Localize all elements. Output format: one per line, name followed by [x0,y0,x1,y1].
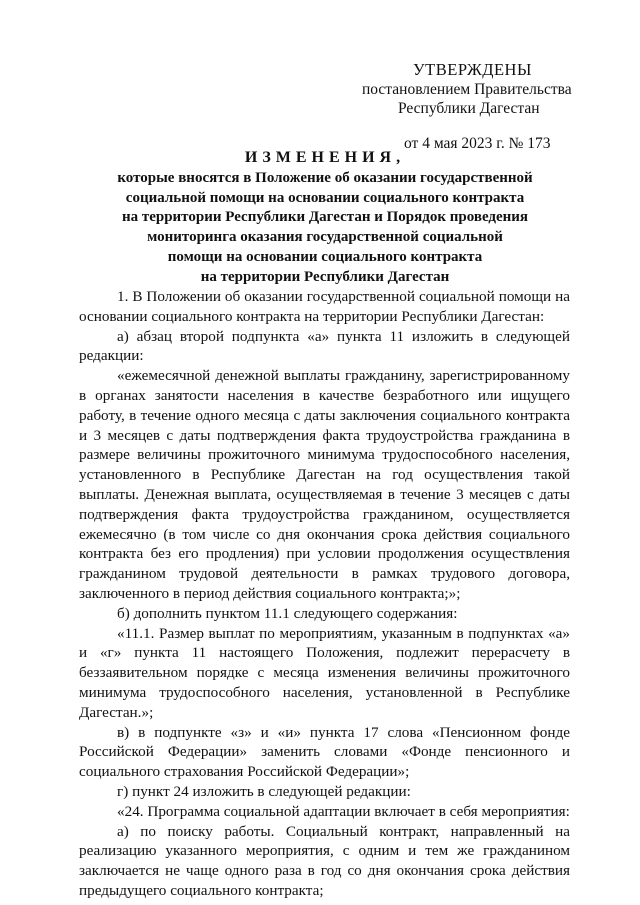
paragraph: а) по поиску работы. Социальный контракт, направленный на реализацию указанного мероприятия, с одним и тем же гражданином заключается не чаще одного раза в год со дня окончания срока действия предыдущего социального контракта; [79,822,570,899]
title-word: ИЗМЕНЕНИЯ, [244,149,406,166]
approval-date: от 4 мая 2023 г. № 173 [404,135,551,152]
paragraph: «24. Программа социальной адаптации включает в себя мероприятия: [117,802,570,820]
approval-heading: УТВЕРЖДЕНЫ [413,60,532,79]
paragraph: б) дополнить пунктом 11.1 следующего содержания: [117,604,458,622]
approval-line-1: постановлением Правительства [362,81,572,98]
title-line: которые вносятся в Положение об оказании государственной [117,169,533,186]
paragraph: в) в подпункте «з» и «и» пункта 17 слова «Пенсионном фонде Российской Федерации» заменить словами «Фонде пенсионного и социального страхования Российской Федерации»; [79,723,570,781]
document-body [79,287,570,901]
title-line: на территории Республики Дагестан и Порядок проведения [121,209,529,226]
paragraph: 1. В Положении об оказании государственной социальной помощи на основании социального контракта на территории Республики Дагестан: [79,288,570,325]
paragraph: а) абзац второй подпункта «а» пункта 11 изложить в следующей редакции: [79,327,570,365]
approval-line-2: Республики Дагестан [398,100,540,117]
paragraph: г) пункт 24 изложить в следующей редакции: [117,782,411,800]
title-line: социальной помощи на основании социального контракта [125,189,525,206]
title-line: мониторинга оказания государственной социальной [147,229,503,246]
title-line: помощи на основании социального контракта [167,248,483,265]
document-title [60,148,590,288]
paragraph: «ежемесячной денежной выплаты гражданину, зарегистрированному в органах занятости населения в качестве безработного или ищущего работу, в течение одного месяца с даты заключения социального контракта и 3 месяцев с даты подтверждения факта трудоустройства гражданина в размере величины прожиточного минимума трудоспособного населения, установленного в Республике Дагестан на год осуществления такой выплаты. Денежная выплата, осуществляемая в течение 3 месяцев с даты подтверждения факта трудоустройства гражданином, осуществляется ежемесячно (в том числе со дня окончания срока действия социального контракта без его продления) при условии продолжения осуществления гражданином трудовой деятельности в рамках трудового договора, заключенного в период действия социального контракта;»; [79,367,570,602]
approval-stamp [360,60,610,153]
title-line: на территории Республики Дагестан [200,268,450,285]
paragraph: «11.1. Размер выплат по мероприятиям, указанным в подпунктах «а» и «г» пункта 11 настоящего Положения, подлежит перерасчету в беззаявительном порядке с месяца изменения величины прожиточного минимума трудоспособного населения, установленной в Республике Дагестан.»; [79,624,570,721]
